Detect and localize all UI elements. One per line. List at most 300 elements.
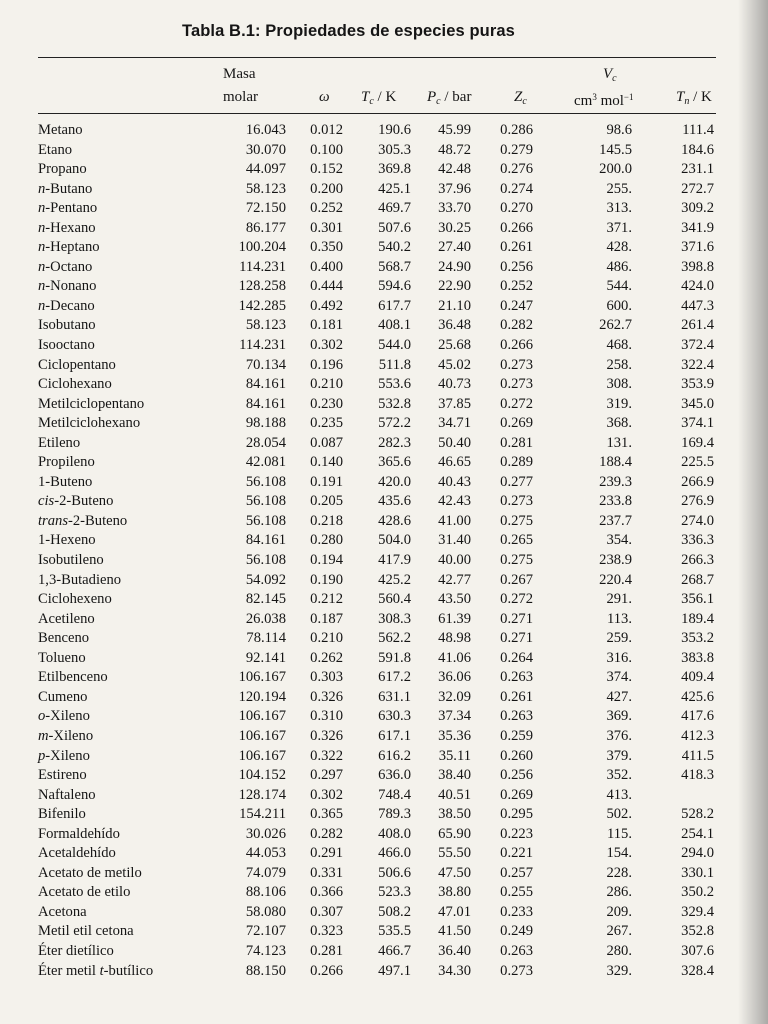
species-name-cell: Éter metil t-butílico [38,962,154,979]
molar-mass-cell: 98.188 [245,415,286,432]
molar-mass-cell: 56.108 [245,552,286,569]
vc-cell: 200.0 [599,161,632,178]
pc-cell: 35.36 [438,727,471,744]
zc-cell: 0.221 [500,845,533,862]
species-name-cell: n-Butano [38,180,93,197]
pc-cell: 42.77 [438,571,471,588]
zc-cell: 0.272 [500,591,533,608]
species-name-cell: cis-2-Buteno [38,493,114,510]
zc-cell: 0.261 [500,688,533,705]
table-row [0,629,768,649]
tn-cell: 329.4 [681,903,714,920]
tc-cell: 748.4 [378,786,411,803]
omega-cell: 0.194 [310,552,343,569]
vc-cell: 154. [606,845,632,862]
tn-cell: 528.2 [681,806,714,823]
table-row [0,649,768,669]
omega-cell: 0.323 [310,923,343,940]
tn-cell: 409.4 [681,669,714,686]
omega-cell: 0.331 [310,864,343,881]
omega-cell: 0.301 [310,219,343,236]
molar-mass-cell: 54.092 [245,571,286,588]
tn-cell: 294.0 [681,845,714,862]
table-row [0,942,768,962]
tc-cell: 425.2 [378,571,411,588]
vc-cell: 427. [606,688,632,705]
tn-cell: 353.9 [681,376,714,393]
species-name-cell: n-Hexano [38,219,96,236]
vc-cell: 237.7 [599,512,632,529]
vc-cell: 600. [606,297,632,314]
table-row [0,825,768,845]
tc-cell: 568.7 [378,258,411,275]
tc-cell: 420.0 [378,473,411,490]
tc-cell: 616.2 [378,747,411,764]
pc-cell: 41.50 [438,923,471,940]
molar-mass-cell: 120.194 [238,688,286,705]
pc-cell: 36.06 [438,669,471,686]
zc-cell: 0.261 [500,239,533,256]
molar-mass-cell: 56.108 [245,493,286,510]
header-tc: $T_c$ / K [361,89,397,107]
omega-cell: 0.230 [310,395,343,412]
vc-cell: 354. [606,532,632,549]
vc-cell: 313. [606,200,632,217]
molar-mass-cell: 58.123 [245,180,286,197]
tc-cell: 508.2 [378,903,411,920]
tc-cell: 572.2 [378,415,411,432]
omega-cell: 0.297 [310,767,343,784]
tn-cell: 356.1 [681,591,714,608]
zc-cell: 0.275 [500,512,533,529]
pc-cell: 38.50 [438,806,471,823]
pc-cell: 37.34 [438,708,471,725]
table-row [0,512,768,532]
tn-cell: 307.6 [681,942,714,959]
molar-mass-cell: 70.134 [245,356,286,373]
vc-cell: 255. [606,180,632,197]
tc-cell: 553.6 [378,376,411,393]
omega-cell: 0.266 [310,962,343,979]
zc-cell: 0.279 [500,141,533,158]
pc-cell: 46.65 [438,454,471,471]
tc-cell: 617.2 [378,669,411,686]
tc-cell: 466.7 [378,942,411,959]
zc-cell: 0.295 [500,806,533,823]
molar-mass-cell: 82.145 [245,591,286,608]
header-omega: ω [319,89,330,105]
molar-mass-cell: 28.054 [245,434,286,451]
vc-cell: 319. [606,395,632,412]
tc-cell: 562.2 [378,630,411,647]
zc-cell: 0.269 [500,415,533,432]
molar-mass-cell: 88.150 [245,962,286,979]
tc-cell: 789.3 [378,806,411,823]
table-row [0,199,768,219]
table-row [0,786,768,806]
vc-cell: 238.9 [599,552,632,569]
species-name-cell: Ciclohexano [38,376,112,393]
table-row [0,277,768,297]
species-name-cell: 1-Buteno [38,473,93,490]
pc-cell: 42.48 [438,161,471,178]
pc-cell: 37.85 [438,395,471,412]
omega-cell: 0.252 [310,200,343,217]
tn-cell: 336.3 [681,532,714,549]
vc-cell: 428. [606,239,632,256]
vc-cell: 316. [606,649,632,666]
tc-cell: 523.3 [378,884,411,901]
pc-cell: 40.43 [438,473,471,490]
tc-cell: 617.1 [378,727,411,744]
zc-cell: 0.263 [500,708,533,725]
table-row [0,922,768,942]
vc-cell: 286. [606,884,632,901]
tc-cell: 408.0 [378,825,411,842]
omega-cell: 0.140 [310,454,343,471]
species-name-cell: Acetato de etilo [38,884,131,901]
table-row [0,668,768,688]
tn-cell: 266.9 [681,473,714,490]
table-row [0,473,768,493]
molar-mass-cell: 104.152 [238,767,286,784]
zc-cell: 0.256 [500,767,533,784]
tn-cell: 309.2 [681,200,714,217]
omega-cell: 0.187 [310,610,343,627]
pc-cell: 24.90 [438,258,471,275]
vc-cell: 131. [606,434,632,451]
zc-cell: 0.273 [500,356,533,373]
omega-cell: 0.400 [310,258,343,275]
vc-cell: 544. [606,278,632,295]
zc-cell: 0.274 [500,180,533,197]
tc-cell: 282.3 [378,434,411,451]
vc-cell: 468. [606,337,632,354]
tc-cell: 408.1 [378,317,411,334]
omega-cell: 0.200 [310,180,343,197]
table-row [0,121,768,141]
tc-cell: 308.3 [378,610,411,627]
pc-cell: 36.40 [438,942,471,959]
tn-cell: 189.4 [681,610,714,627]
species-name-cell: n-Pentano [38,200,98,217]
table-row [0,356,768,376]
molar-mass-cell: 26.038 [245,610,286,627]
zc-cell: 0.272 [500,395,533,412]
tc-cell: 532.8 [378,395,411,412]
vc-cell: 113. [607,610,632,627]
tn-cell: 398.8 [681,258,714,275]
tn-cell: 424.0 [681,278,714,295]
vc-cell: 413. [606,786,632,803]
table-body [0,121,768,981]
species-name-cell: Acetato de metilo [38,864,142,881]
omega-cell: 0.365 [310,806,343,823]
molar-mass-cell: 84.161 [245,532,286,549]
tc-cell: 435.6 [378,493,411,510]
species-name-cell: trans-2-Buteno [38,512,128,529]
zc-cell: 0.277 [500,473,533,490]
omega-cell: 0.210 [310,630,343,647]
zc-cell: 0.266 [500,219,533,236]
omega-cell: 0.366 [310,884,343,901]
pc-cell: 34.30 [438,962,471,979]
tc-cell: 594.6 [378,278,411,295]
table-row [0,844,768,864]
species-name-cell: Acetona [38,903,87,920]
species-name-cell: 1-Hexeno [38,532,96,549]
molar-mass-cell: 84.161 [245,395,286,412]
molar-mass-cell: 56.108 [245,473,286,490]
omega-cell: 0.303 [310,669,343,686]
vc-cell: 368. [606,415,632,432]
zc-cell: 0.276 [500,161,533,178]
tn-cell: 254.1 [681,825,714,842]
pc-cell: 40.00 [438,552,471,569]
tn-cell: 372.4 [681,337,714,354]
vc-cell: 228. [606,864,632,881]
omega-cell: 0.302 [310,337,343,354]
header-vc: $V_c$ [603,66,617,84]
vc-cell: 308. [606,376,632,393]
table-row [0,727,768,747]
pc-cell: 37.96 [438,180,471,197]
pc-cell: 41.06 [438,649,471,666]
table-row [0,551,768,571]
pc-cell: 34.71 [438,415,471,432]
molar-mass-cell: 84.161 [245,376,286,393]
vc-cell: 267. [606,923,632,940]
molar-mass-cell: 106.167 [238,669,286,686]
vc-cell: 259. [606,630,632,647]
table-title: Tabla B.1: Propiedades de especies puras [182,22,515,40]
table-row [0,375,768,395]
zc-cell: 0.233 [500,903,533,920]
molar-mass-cell: 142.285 [238,297,286,314]
tc-cell: 511.8 [378,356,411,373]
pc-cell: 33.70 [438,200,471,217]
tc-cell: 504.0 [378,532,411,549]
species-name-cell: Acetaldehído [38,845,116,862]
table-row [0,864,768,884]
tc-cell: 540.2 [378,239,411,256]
table-row [0,336,768,356]
pc-cell: 25.68 [438,337,471,354]
omega-cell: 0.205 [310,493,343,510]
zc-cell: 0.249 [500,923,533,940]
tn-cell: 371.6 [681,239,714,256]
species-name-cell: n-Decano [38,297,95,314]
molar-mass-cell: 114.231 [239,258,286,275]
vc-cell: 486. [606,258,632,275]
molar-mass-cell: 88.106 [245,884,286,901]
tc-cell: 417.9 [378,552,411,569]
pc-cell: 40.51 [438,786,471,803]
omega-cell: 0.191 [310,473,343,490]
page-edge-shadow [738,0,768,1024]
zc-cell: 0.275 [500,552,533,569]
tn-cell: 417.6 [681,708,714,725]
omega-cell: 0.291 [310,845,343,862]
molar-mass-cell: 114.231 [239,337,286,354]
species-name-cell: p-Xileno [38,747,90,764]
table-row [0,258,768,278]
zc-cell: 0.223 [500,825,533,842]
pc-cell: 48.98 [438,630,471,647]
pc-cell: 48.72 [438,141,471,158]
vc-cell: 329. [606,962,632,979]
tn-cell: 266.3 [681,552,714,569]
tn-cell: 184.6 [681,141,714,158]
pc-cell: 43.50 [438,591,471,608]
molar-mass-cell: 128.258 [238,278,286,295]
omega-cell: 0.087 [310,434,343,451]
omega-cell: 0.235 [310,415,343,432]
tn-cell: 261.4 [681,317,714,334]
zc-cell: 0.267 [500,571,533,588]
zc-cell: 0.273 [500,493,533,510]
omega-cell: 0.302 [310,786,343,803]
table-row [0,219,768,239]
pc-cell: 45.02 [438,356,471,373]
table-row [0,238,768,258]
omega-cell: 0.190 [310,571,343,588]
omega-cell: 0.310 [310,708,343,725]
tc-cell: 630.3 [378,708,411,725]
header-zc: $Z_c$ [514,89,527,107]
molar-mass-cell: 72.107 [245,923,286,940]
omega-cell: 0.322 [310,747,343,764]
vc-cell: 262.7 [599,317,632,334]
tn-cell: 350.2 [681,884,714,901]
species-name-cell: m-Xileno [38,727,94,744]
tn-cell: 231.1 [681,161,714,178]
pc-cell: 22.90 [438,278,471,295]
pc-cell: 42.43 [438,493,471,510]
vc-cell: 379. [606,747,632,764]
molar-mass-cell: 30.026 [245,825,286,842]
species-name-cell: Metano [38,122,83,138]
vc-cell: 115. [607,825,632,842]
vc-cell: 371. [606,219,632,236]
omega-cell: 0.326 [310,727,343,744]
omega-cell: 0.262 [310,649,343,666]
tc-cell: 497.1 [378,962,411,979]
species-name-cell: Cumeno [38,688,88,705]
table-row [0,531,768,551]
pc-cell: 31.40 [438,532,471,549]
zc-cell: 0.257 [500,864,533,881]
species-name-cell: Benceno [38,630,90,647]
zc-cell: 0.259 [500,727,533,744]
pc-cell: 38.80 [438,884,471,901]
table-row [0,571,768,591]
zc-cell: 0.281 [500,434,533,451]
zc-cell: 0.286 [500,122,533,138]
header-vc-unit: $cm^3$ mol$^{-1}$ [574,92,634,109]
vc-cell: 233.8 [599,493,632,510]
omega-cell: 0.280 [310,532,343,549]
tn-cell: 383.8 [681,649,714,666]
species-name-cell: Ciclopentano [38,356,116,373]
tc-cell: 425.1 [378,180,411,197]
table-row [0,766,768,786]
tc-cell: 636.0 [378,767,411,784]
pc-cell: 35.11 [438,747,471,764]
tn-cell: 374.1 [681,415,714,432]
zc-cell: 0.256 [500,258,533,275]
omega-cell: 0.218 [310,512,343,529]
zc-cell: 0.270 [500,200,533,217]
species-name-cell: Naftaleno [38,786,96,803]
tc-cell: 631.1 [378,688,411,705]
tc-cell: 428.6 [378,512,411,529]
zc-cell: 0.260 [500,747,533,764]
pc-cell: 65.90 [438,825,471,842]
molar-mass-cell: 92.141 [245,649,286,666]
pc-cell: 21.10 [438,297,471,314]
tn-cell: 322.4 [681,356,714,373]
species-name-cell: Ciclohexeno [38,591,112,608]
species-name-cell: Isobutano [38,317,96,334]
tc-cell: 507.6 [378,219,411,236]
pc-cell: 41.00 [438,512,471,529]
tn-cell: 225.5 [681,454,714,471]
tn-cell: 418.3 [681,767,714,784]
molar-mass-cell: 154.211 [239,806,286,823]
zc-cell: 0.271 [500,630,533,647]
molar-mass-cell: 78.114 [246,630,286,647]
omega-cell: 0.326 [310,688,343,705]
pc-cell: 30.25 [438,219,471,236]
species-name-cell: Isooctano [38,337,95,354]
vc-cell: 280. [606,942,632,959]
table-row [0,707,768,727]
tn-cell: 111.4 [682,122,714,138]
species-name-cell: Metilciclohexano [38,415,141,432]
molar-mass-cell: 86.177 [245,219,286,236]
molar-mass-cell: 106.167 [238,708,286,725]
tc-cell: 466.0 [378,845,411,862]
table-row [0,434,768,454]
species-name-cell: Propano [38,161,87,178]
table-row [0,492,768,512]
omega-cell: 0.492 [310,297,343,314]
vc-cell: 188.4 [599,454,632,471]
table-row [0,610,768,630]
tc-cell: 190.6 [378,122,411,138]
molar-mass-cell: 58.123 [245,317,286,334]
molar-mass-cell: 44.053 [245,845,286,862]
zc-cell: 0.263 [500,669,533,686]
tc-cell: 469.7 [378,200,411,217]
tn-cell: 353.2 [681,630,714,647]
species-name-cell: Isobutileno [38,552,104,569]
zc-cell: 0.273 [500,376,533,393]
zc-cell: 0.265 [500,532,533,549]
omega-cell: 0.196 [310,356,343,373]
table-row [0,903,768,923]
vc-cell: 98.6 [606,122,632,138]
pc-cell: 47.50 [438,864,471,881]
species-name-cell: Éter dietílico [38,942,114,959]
tn-cell: 412.3 [681,727,714,744]
vc-cell: 376. [606,727,632,744]
tc-cell: 305.3 [378,141,411,158]
pc-cell: 45.99 [438,122,471,138]
vc-cell: 374. [606,669,632,686]
omega-cell: 0.100 [310,141,343,158]
